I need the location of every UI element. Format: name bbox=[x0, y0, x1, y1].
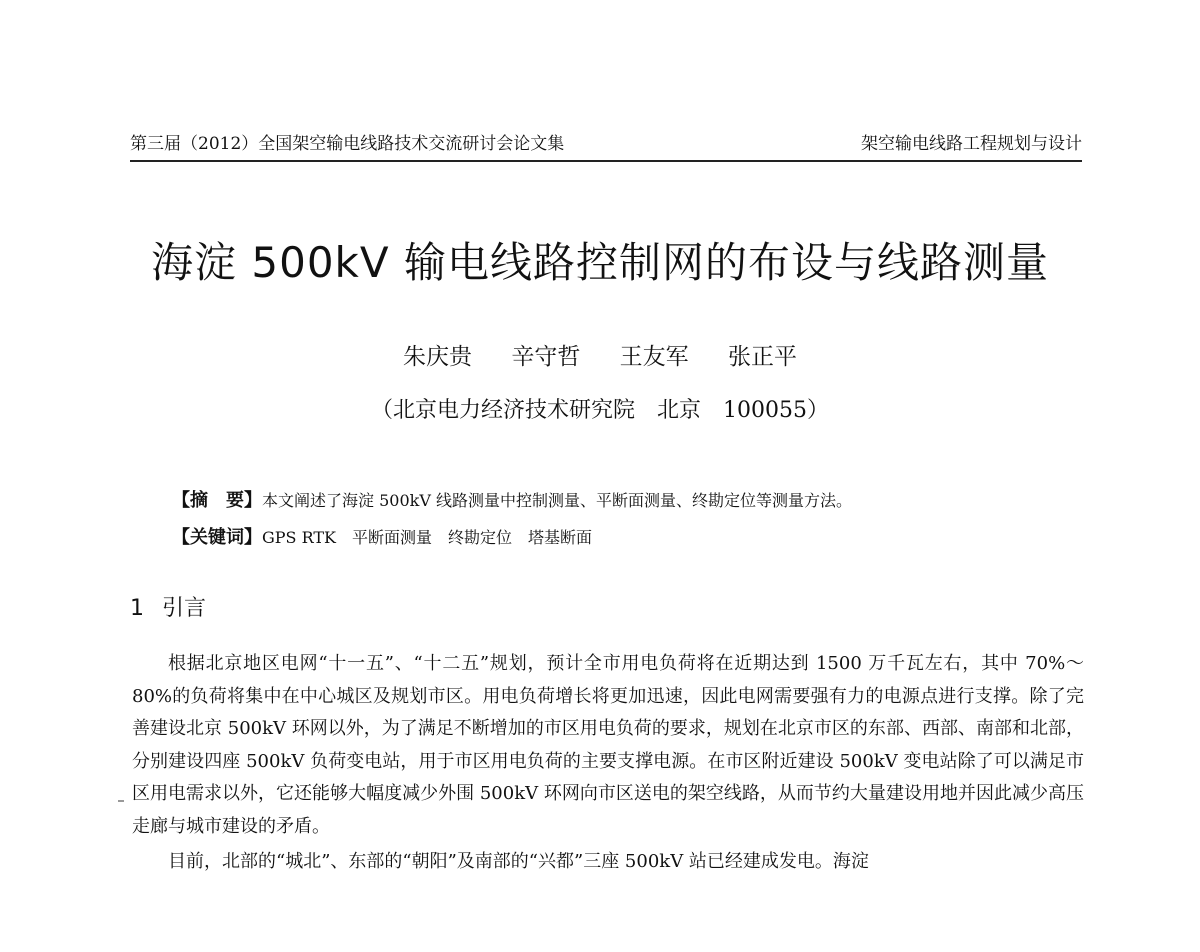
abstract bbox=[172, 487, 852, 515]
section-heading bbox=[130, 592, 206, 626]
author-name: 张正平 bbox=[727, 344, 797, 370]
running-header bbox=[130, 130, 1082, 162]
header-proceedings-title: 第三届（2012）全国架空输电线路技术交流研讨会论文集 bbox=[130, 134, 565, 154]
abstract-label: 【摘 要】 bbox=[172, 490, 262, 511]
author-name: 辛守哲 bbox=[511, 344, 581, 370]
author-list bbox=[0, 340, 1200, 374]
margin-mark bbox=[118, 800, 124, 802]
section-number: 1 bbox=[130, 596, 144, 621]
section-title: 引言 bbox=[162, 596, 207, 621]
body-text bbox=[132, 648, 1084, 878]
author-name: 朱庆贵 bbox=[403, 344, 473, 370]
keywords-label: 【关键词】 bbox=[172, 527, 262, 548]
abstract-text: 本文阐述了海淀 500kV 线路测量中控制测量、平断面测量、终勘定位等测量方法。 bbox=[262, 491, 852, 510]
keywords-text: GPS RTK 平断面测量 终勘定位 塔基断面 bbox=[262, 528, 592, 547]
author-name: 王友军 bbox=[619, 344, 689, 370]
affiliation: （北京电力经济技术研究院 北京 100055） bbox=[371, 398, 829, 423]
paragraph: 根据北京地区电网“十一五”、“十二五”规划，预计全市用电负荷将在近期达到 1500 万千瓦左右，其中 70%～80%的负荷将集中在中心城区及规划市区。用电负荷增长将更加迅速，因此电网需要强有力的电源点进行支撑。除了完善建设北京 500kV 环网以外，为了满足不断增加的市区用电负荷的要求，规划在北京市区的东部、西部、南部和北部，分别建设四座 500kV 负荷变电站，用于市区用电负荷的主要支撑电源。在市区附近建设 500kV 变电站除了可以满足市区用电需求以外，它还能够大幅度减少外围 500kV 环网向市区送电的架空线路，从而节约大量建设用地并因此减少高压走廊与城市建设的矛盾。 bbox=[132, 653, 1084, 837]
paragraph: 目前，北部的“城北”、东部的“朝阳”及南部的“兴都”三座 500kV 站已经建成发电。海淀 bbox=[168, 850, 869, 872]
paper-title: 海淀 500kV 输电线路控制网的布设与线路测量 bbox=[151, 238, 1049, 287]
keywords bbox=[172, 524, 592, 552]
header-section-title: 架空输电线路工程规划与设计 bbox=[861, 134, 1082, 154]
